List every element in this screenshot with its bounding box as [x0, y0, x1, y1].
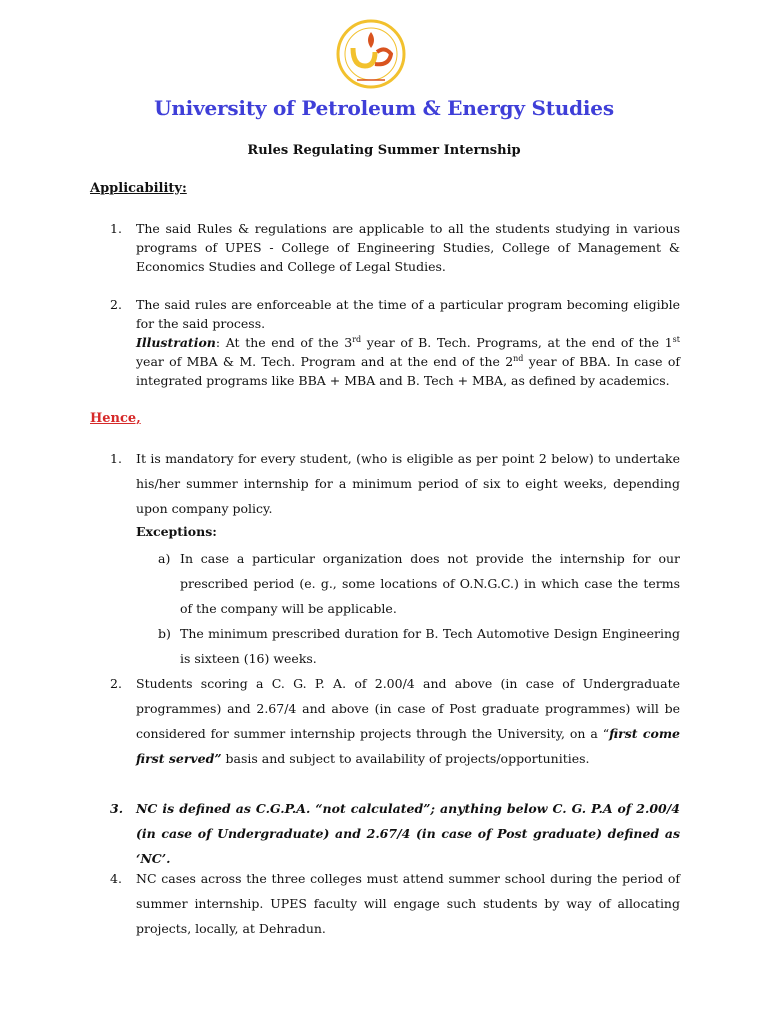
rule-text-b: basis and subject to availability of projects/opportunities.: [221, 751, 590, 766]
hence-heading: Hence,: [90, 411, 141, 426]
list-number: 4.: [110, 871, 122, 886]
rule-text: The said rules are enforceable at the time of a particular program becoming eligible for the said process.: [136, 297, 680, 331]
university-title: University of Petroleum & Energy Studies: [154, 96, 614, 120]
ordinal-suffix: rd: [352, 334, 362, 344]
hence-item-1: [110, 446, 680, 521]
list-text: [136, 671, 680, 771]
list-number: 2.: [110, 676, 122, 691]
document-subtitle: Rules Regulating Summer Internship: [247, 143, 521, 158]
illustration-text-c: year of MBA & M. Tech. Program and at the end of the 2: [136, 354, 514, 369]
list-text: The minimum prescribed duration for B. Tech Automotive Design Engineering is sixteen (16) weeks.: [180, 626, 680, 666]
emphasis-text: first come first served”: [136, 726, 680, 766]
upes-seal-icon: [331, 18, 411, 92]
exception-item-a: [158, 546, 680, 621]
applicability-heading: [90, 181, 187, 196]
illustration-text-d: year of BBA. In case of integrated programs like BBA + MBA and B. Tech + MBA, as defined by academics.: [136, 354, 680, 388]
exceptions-label: Exceptions:: [136, 524, 217, 539]
list-text: [136, 295, 680, 390]
illustration-text-a: : At the end of the 3: [215, 335, 353, 350]
list-text: The said Rules & regulations are applicable to all the students studying in various programs of UPES - College of Engineering Studies, College of Management & Economics Studies and College of Legal Studies.: [136, 221, 680, 274]
illustration-text-b: year of B. Tech. Programs, at the end of the 1: [361, 335, 673, 350]
applicability-heading-text: Applicability: [90, 181, 182, 196]
hence-item-4: [110, 866, 680, 941]
exception-item-b: [158, 621, 680, 671]
list-letter: a): [158, 551, 171, 566]
list-number: 2.: [110, 297, 122, 312]
university-logo: [331, 18, 411, 92]
list-text: In case a particular organization does not provide the internship for our prescribed period (e. g., some locations of O.N.G.C.) in which case the terms of the company will be applicable.: [180, 551, 680, 616]
illustration-label: Illustration: [136, 335, 216, 350]
list-text: NC cases across the three colleges must attend summer school during the period of summer internship. UPES faculty will engage such students by way of allocating projects, locally, at Dehradun.: [136, 871, 680, 936]
list-text: NC is defined as C.G.P.A. “not calculated”; anything below C. G. P.A of 2.00/4 (in case of Undergraduate) and 2.67/4 (in case of Post graduate) defined as ‘NC’.: [136, 801, 680, 866]
list-number: 1.: [110, 221, 122, 236]
list-number: 3.: [110, 801, 124, 816]
applicability-colon: :: [181, 181, 187, 196]
rule-text-a: Students scoring a C. G. P. A. of 2.00/4 and above (in case of Undergraduate programmes) and 2.67/4 and above (in case of Post graduate programmes) will be considered for summer internship projects through the University, on a “: [136, 676, 680, 741]
ordinal-suffix: st: [672, 334, 680, 344]
ordinal-suffix: nd: [513, 353, 524, 363]
hence-item-3: [110, 796, 680, 871]
applicability-item-1: [110, 219, 680, 276]
hence-item-2: [110, 671, 680, 771]
applicability-item-2: [110, 295, 680, 390]
list-text: It is mandatory for every student, (who is eligible as per point 2 below) to undertake his/her summer internship for a minimum period of six to eight weeks, depending upon company policy.: [136, 451, 680, 516]
list-letter: b): [158, 626, 171, 641]
list-number: 1.: [110, 451, 122, 466]
